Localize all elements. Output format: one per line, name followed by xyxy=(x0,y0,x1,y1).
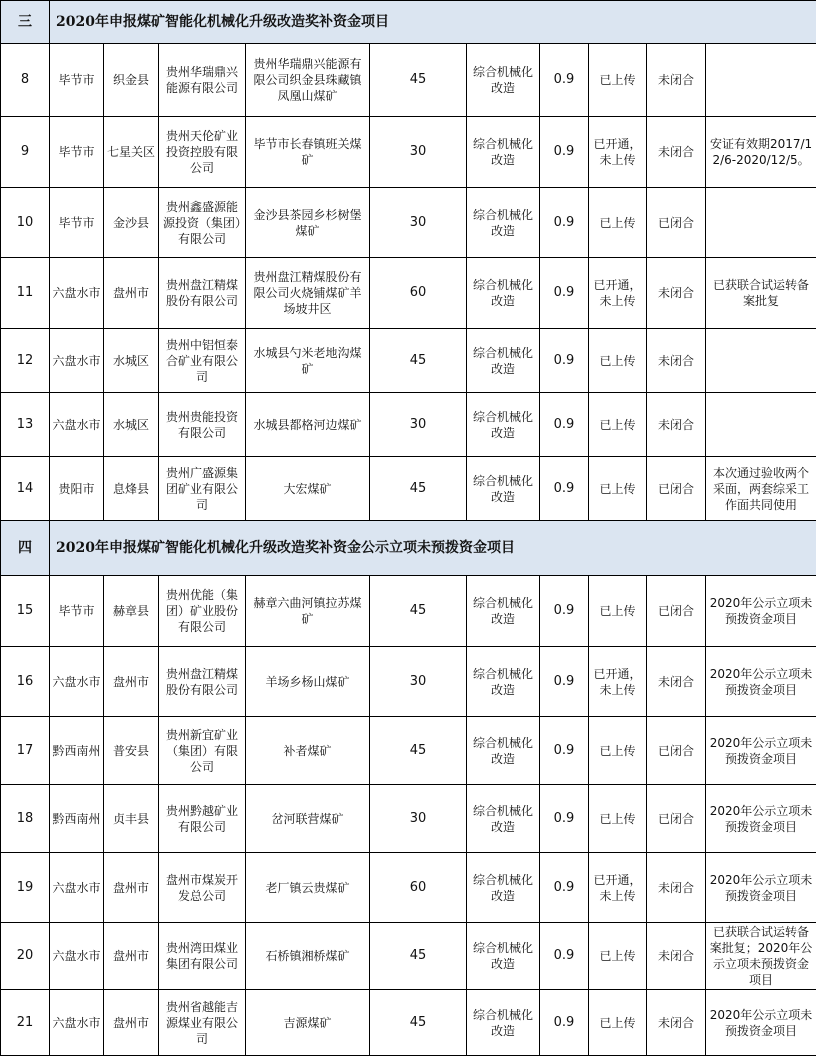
county-cell: 织金县 xyxy=(104,44,159,117)
note-cell: 2020年公示立项未预拨资金项目 xyxy=(706,717,816,785)
mine-name-cell: 羊场乡杨山煤矿 xyxy=(246,647,370,717)
note-cell: 2020年公示立项未预拨资金项目 xyxy=(706,853,816,923)
mine-name-cell: 赫章六曲河镇拉苏煤矿 xyxy=(246,576,370,647)
mine-name-cell: 补者煤矿 xyxy=(246,717,370,785)
upload-status-cell: 已上传 xyxy=(589,785,647,853)
project-type-cell: 综合机械化改造 xyxy=(467,258,540,329)
coefficient-cell: 0.9 xyxy=(540,576,589,647)
city-cell: 六盘水市 xyxy=(50,990,104,1056)
company-cell: 贵州盘江精煤股份有限公司 xyxy=(159,258,246,329)
row-number: 17 xyxy=(1,717,50,785)
mine-name-cell: 毕节市长春镇班关煤矿 xyxy=(246,117,370,188)
scale-cell: 45 xyxy=(370,923,467,990)
company-cell: 贵州湾田煤业集团有限公司 xyxy=(159,923,246,990)
county-cell: 水城区 xyxy=(104,393,159,457)
scale-cell: 30 xyxy=(370,647,467,717)
scale-cell: 30 xyxy=(370,188,467,258)
note-cell: 2020年公示立项未预拨资金项目 xyxy=(706,990,816,1056)
mine-name-cell: 贵州盘江精煤股份有限公司火烧铺煤矿羊场坡井区 xyxy=(246,258,370,329)
mine-name-cell: 老厂镇云贵煤矿 xyxy=(246,853,370,923)
company-cell: 贵州鑫盛源能源投资（集团）有限公司 xyxy=(159,188,246,258)
project-type-cell: 综合机械化改造 xyxy=(467,647,540,717)
closure-status-cell: 未闭合 xyxy=(647,990,706,1056)
coefficient-cell: 0.9 xyxy=(540,44,589,117)
closure-status-cell: 未闭合 xyxy=(647,393,706,457)
closure-status-cell: 未闭合 xyxy=(647,329,706,393)
county-cell: 息烽县 xyxy=(104,457,159,521)
company-cell: 贵州省越能吉源煤业有限公司 xyxy=(159,990,246,1056)
company-cell: 贵州盘江精煤股份有限公司 xyxy=(159,647,246,717)
scale-cell: 45 xyxy=(370,457,467,521)
table-row xyxy=(1,923,816,990)
closure-status-cell: 已闭合 xyxy=(647,717,706,785)
mine-name-cell: 水城县都格河边煤矿 xyxy=(246,393,370,457)
row-number: 9 xyxy=(1,117,50,188)
scale-cell: 30 xyxy=(370,785,467,853)
scale-cell: 45 xyxy=(370,44,467,117)
project-type-cell: 综合机械化改造 xyxy=(467,44,540,117)
project-type-cell: 综合机械化改造 xyxy=(467,785,540,853)
upload-status-cell: 已上传 xyxy=(589,329,647,393)
coefficient-cell: 0.9 xyxy=(540,785,589,853)
upload-status-cell: 已上传 xyxy=(589,457,647,521)
upload-status-cell: 已开通，未上传 xyxy=(589,258,647,329)
company-cell: 贵州天伦矿业投资控股有限公司 xyxy=(159,117,246,188)
coefficient-cell: 0.9 xyxy=(540,647,589,717)
upload-status-cell: 已上传 xyxy=(589,393,647,457)
coefficient-cell: 0.9 xyxy=(540,188,589,258)
note-cell xyxy=(706,188,816,258)
row-number: 15 xyxy=(1,576,50,647)
note-cell: 2020年公示立项未预拨资金项目 xyxy=(706,576,816,647)
row-number: 18 xyxy=(1,785,50,853)
upload-status-cell: 已上传 xyxy=(589,923,647,990)
table-row xyxy=(1,576,816,647)
coefficient-cell: 0.9 xyxy=(540,329,589,393)
closure-status-cell: 已闭合 xyxy=(647,457,706,521)
closure-status-cell: 已闭合 xyxy=(647,576,706,647)
mine-name-cell: 石桥镇湘桥煤矿 xyxy=(246,923,370,990)
closure-status-cell: 未闭合 xyxy=(647,853,706,923)
note-cell: 本次通过验收两个采面，两套综采工作面共同使用 xyxy=(706,457,816,521)
city-cell: 黔西南州 xyxy=(50,717,104,785)
upload-status-cell: 已开通，未上传 xyxy=(589,117,647,188)
table-row xyxy=(1,44,816,117)
row-number: 16 xyxy=(1,647,50,717)
scale-cell: 45 xyxy=(370,329,467,393)
mine-name-cell: 贵州华瑞鼎兴能源有限公司织金县珠藏镇凤凰山煤矿 xyxy=(246,44,370,117)
city-cell: 六盘水市 xyxy=(50,258,104,329)
closure-status-cell: 已闭合 xyxy=(647,188,706,258)
upload-status-cell: 已上传 xyxy=(589,44,647,117)
coefficient-cell: 0.9 xyxy=(540,393,589,457)
upload-status-cell: 已上传 xyxy=(589,990,647,1056)
coefficient-cell: 0.9 xyxy=(540,990,589,1056)
county-cell: 金沙县 xyxy=(104,188,159,258)
upload-status-cell: 已开通，未上传 xyxy=(589,647,647,717)
row-number: 10 xyxy=(1,188,50,258)
city-cell: 毕节市 xyxy=(50,117,104,188)
coefficient-cell: 0.9 xyxy=(540,923,589,990)
closure-status-cell: 未闭合 xyxy=(647,923,706,990)
table-row xyxy=(1,717,816,785)
table-row xyxy=(1,393,816,457)
project-type-cell: 综合机械化改造 xyxy=(467,393,540,457)
note-cell: 安证有效期2017/12/6-2020/12/5。 xyxy=(706,117,816,188)
table-row xyxy=(1,785,816,853)
scale-cell: 30 xyxy=(370,117,467,188)
mine-name-cell: 岔河联营煤矿 xyxy=(246,785,370,853)
project-type-cell: 综合机械化改造 xyxy=(467,576,540,647)
county-cell: 贞丰县 xyxy=(104,785,159,853)
closure-status-cell: 未闭合 xyxy=(647,647,706,717)
section-title: 2020年申报煤矿智能化机械化升级改造奖补资金项目 xyxy=(50,1,816,44)
scale-cell: 45 xyxy=(370,717,467,785)
coefficient-cell: 0.9 xyxy=(540,853,589,923)
coefficient-cell: 0.9 xyxy=(540,117,589,188)
note-cell xyxy=(706,393,816,457)
project-type-cell: 综合机械化改造 xyxy=(467,117,540,188)
city-cell: 六盘水市 xyxy=(50,329,104,393)
scale-cell: 60 xyxy=(370,258,467,329)
coefficient-cell: 0.9 xyxy=(540,717,589,785)
mine-name-cell: 大宏煤矿 xyxy=(246,457,370,521)
project-type-cell: 综合机械化改造 xyxy=(467,923,540,990)
city-cell: 毕节市 xyxy=(50,188,104,258)
row-number: 13 xyxy=(1,393,50,457)
row-number: 21 xyxy=(1,990,50,1056)
table-row xyxy=(1,329,816,393)
upload-status-cell: 已上传 xyxy=(589,576,647,647)
scale-cell: 30 xyxy=(370,393,467,457)
coefficient-cell: 0.9 xyxy=(540,457,589,521)
county-cell: 盘州市 xyxy=(104,647,159,717)
table-row xyxy=(1,647,816,717)
county-cell: 普安县 xyxy=(104,717,159,785)
table-row xyxy=(1,188,816,258)
county-cell: 盘州市 xyxy=(104,853,159,923)
mine-name-cell: 金沙县茶园乡杉树堡煤矿 xyxy=(246,188,370,258)
company-cell: 贵州新宜矿业（集团）有限公司 xyxy=(159,717,246,785)
table-row xyxy=(1,117,816,188)
county-cell: 水城区 xyxy=(104,329,159,393)
note-cell: 已获联合试运转备案批复；2020年公示立项未预拨资金项目 xyxy=(706,923,816,990)
project-type-cell: 综合机械化改造 xyxy=(467,188,540,258)
note-cell xyxy=(706,44,816,117)
upload-status-cell: 已上传 xyxy=(589,717,647,785)
city-cell: 六盘水市 xyxy=(50,647,104,717)
company-cell: 盘州市煤炭开发总公司 xyxy=(159,853,246,923)
company-cell: 贵州优能（集团）矿业股份有限公司 xyxy=(159,576,246,647)
company-cell: 贵州华瑞鼎兴能源有限公司 xyxy=(159,44,246,117)
table-row xyxy=(1,258,816,329)
county-cell: 盘州市 xyxy=(104,258,159,329)
section-title: 2020年申报煤矿智能化机械化升级改造奖补资金公示立项未预拨资金项目 xyxy=(50,521,816,576)
project-type-cell: 综合机械化改造 xyxy=(467,990,540,1056)
project-type-cell: 综合机械化改造 xyxy=(467,457,540,521)
scale-cell: 45 xyxy=(370,576,467,647)
section-header-row xyxy=(1,521,816,576)
coefficient-cell: 0.9 xyxy=(540,258,589,329)
table-row xyxy=(1,457,816,521)
closure-status-cell: 已闭合 xyxy=(647,785,706,853)
closure-status-cell: 未闭合 xyxy=(647,117,706,188)
project-type-cell: 综合机械化改造 xyxy=(467,853,540,923)
table-row xyxy=(1,853,816,923)
city-cell: 毕节市 xyxy=(50,44,104,117)
note-cell: 已获联合试运转备案批复 xyxy=(706,258,816,329)
company-cell: 贵州黔越矿业有限公司 xyxy=(159,785,246,853)
city-cell: 黔西南州 xyxy=(50,785,104,853)
upload-status-cell: 已上传 xyxy=(589,188,647,258)
county-cell: 七星关区 xyxy=(104,117,159,188)
company-cell: 贵州中铝恒泰合矿业有限公司 xyxy=(159,329,246,393)
upload-status-cell: 已开通，未上传 xyxy=(589,853,647,923)
section-number: 三 xyxy=(1,1,50,44)
project-type-cell: 综合机械化改造 xyxy=(467,329,540,393)
scale-cell: 45 xyxy=(370,990,467,1056)
closure-status-cell: 未闭合 xyxy=(647,44,706,117)
row-number: 19 xyxy=(1,853,50,923)
row-number: 8 xyxy=(1,44,50,117)
mine-name-cell: 吉源煤矿 xyxy=(246,990,370,1056)
city-cell: 六盘水市 xyxy=(50,853,104,923)
county-cell: 赫章县 xyxy=(104,576,159,647)
mine-name-cell: 水城县勺米老地沟煤矿 xyxy=(246,329,370,393)
company-cell: 贵州广盛源集团矿业有限公司 xyxy=(159,457,246,521)
county-cell: 盘州市 xyxy=(104,990,159,1056)
county-cell: 盘州市 xyxy=(104,923,159,990)
company-cell: 贵州贵能投资有限公司 xyxy=(159,393,246,457)
city-cell: 毕节市 xyxy=(50,576,104,647)
row-number: 14 xyxy=(1,457,50,521)
section-number: 四 xyxy=(1,521,50,576)
city-cell: 六盘水市 xyxy=(50,923,104,990)
closure-status-cell: 未闭合 xyxy=(647,258,706,329)
city-cell: 贵阳市 xyxy=(50,457,104,521)
row-number: 11 xyxy=(1,258,50,329)
row-number: 20 xyxy=(1,923,50,990)
note-cell xyxy=(706,329,816,393)
row-number: 12 xyxy=(1,329,50,393)
table-row xyxy=(1,990,816,1056)
scale-cell: 60 xyxy=(370,853,467,923)
section-header-row xyxy=(1,1,816,44)
note-cell: 2020年公示立项未预拨资金项目 xyxy=(706,785,816,853)
city-cell: 六盘水市 xyxy=(50,393,104,457)
note-cell: 2020年公示立项未预拨资金项目 xyxy=(706,647,816,717)
project-type-cell: 综合机械化改造 xyxy=(467,717,540,785)
